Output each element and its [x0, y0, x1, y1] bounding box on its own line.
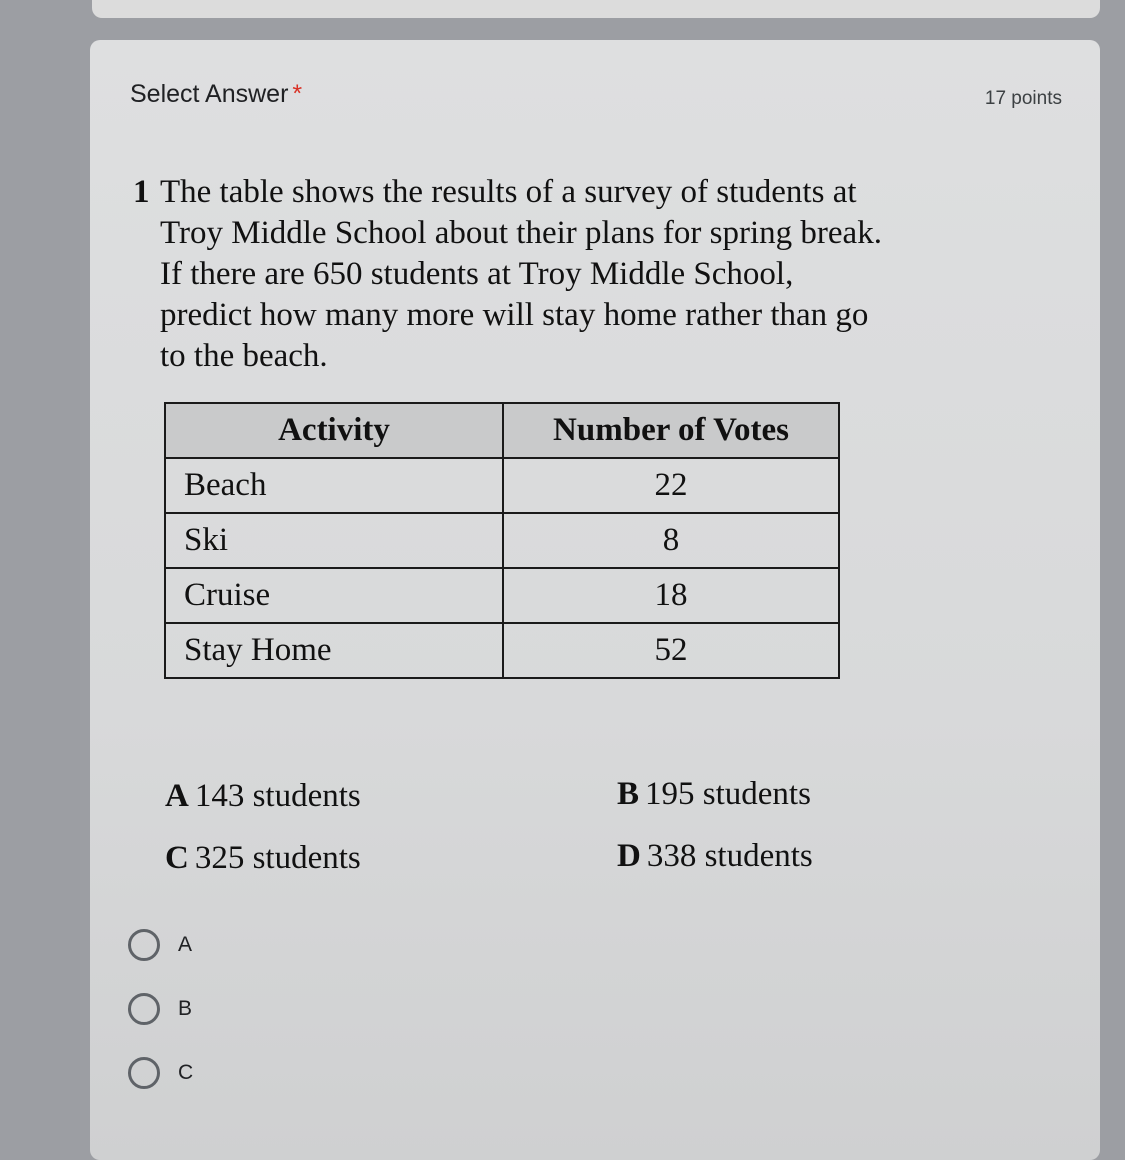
option-label: A — [178, 933, 193, 956]
question-number: 1 — [133, 174, 150, 210]
choice-text: 338 students — [646, 838, 813, 874]
question-line: 1 The table shows the results of a survey of students at — [133, 172, 993, 213]
option-label: B — [178, 997, 193, 1020]
previous-card-edge — [92, 0, 1100, 18]
choice-text: 325 students — [194, 840, 361, 876]
radio-circle-icon[interactable] — [128, 1057, 160, 1089]
activity-cell: Stay Home — [165, 623, 503, 678]
option-a[interactable] — [128, 929, 192, 961]
activity-cell: Cruise — [165, 568, 503, 623]
question-line: to the beach. — [160, 338, 328, 374]
answer-choice-d — [617, 838, 813, 875]
question-title — [130, 80, 302, 109]
table-header-row — [165, 403, 839, 458]
radio-circle-icon[interactable] — [128, 929, 160, 961]
question-text — [133, 172, 993, 377]
table-row — [165, 458, 839, 513]
radio-circle-icon[interactable] — [128, 993, 160, 1025]
answer-choice-c — [165, 840, 361, 877]
question-line: Troy Middle School about their plans for spring break. — [160, 215, 882, 251]
choice-text: 195 students — [645, 776, 811, 812]
option-c[interactable] — [128, 1057, 193, 1089]
votes-cell: 52 — [503, 623, 839, 678]
question-line: predict how many more will stay home rather than go — [160, 297, 869, 333]
table-row — [165, 568, 839, 623]
column-header-votes: Number of Votes — [503, 403, 839, 458]
votes-cell: 18 — [503, 568, 839, 623]
choice-letter: A — [165, 778, 189, 814]
required-asterisk: * — [292, 80, 303, 108]
answer-choice-a — [165, 778, 361, 815]
question-title-text: Select Answer — [130, 80, 289, 108]
table-row — [165, 623, 839, 678]
activity-cell: Beach — [165, 458, 503, 513]
votes-cell: 22 — [503, 458, 839, 513]
question-line: If there are 650 students at Troy Middle School, — [160, 256, 794, 292]
column-header-activity: Activity — [165, 403, 503, 458]
choice-letter: B — [617, 776, 640, 812]
points-label: 17 points — [984, 88, 1062, 109]
answer-choice-b — [617, 776, 811, 813]
choice-letter: C — [165, 840, 189, 876]
table-row — [165, 513, 839, 568]
option-b[interactable] — [128, 993, 192, 1025]
question-card — [90, 40, 1100, 1160]
survey-table — [164, 402, 840, 679]
option-label: C — [178, 1061, 194, 1084]
choice-letter: D — [617, 838, 641, 874]
choice-text: 143 students — [194, 778, 361, 814]
votes-cell: 8 — [503, 513, 839, 568]
activity-cell: Ski — [165, 513, 503, 568]
